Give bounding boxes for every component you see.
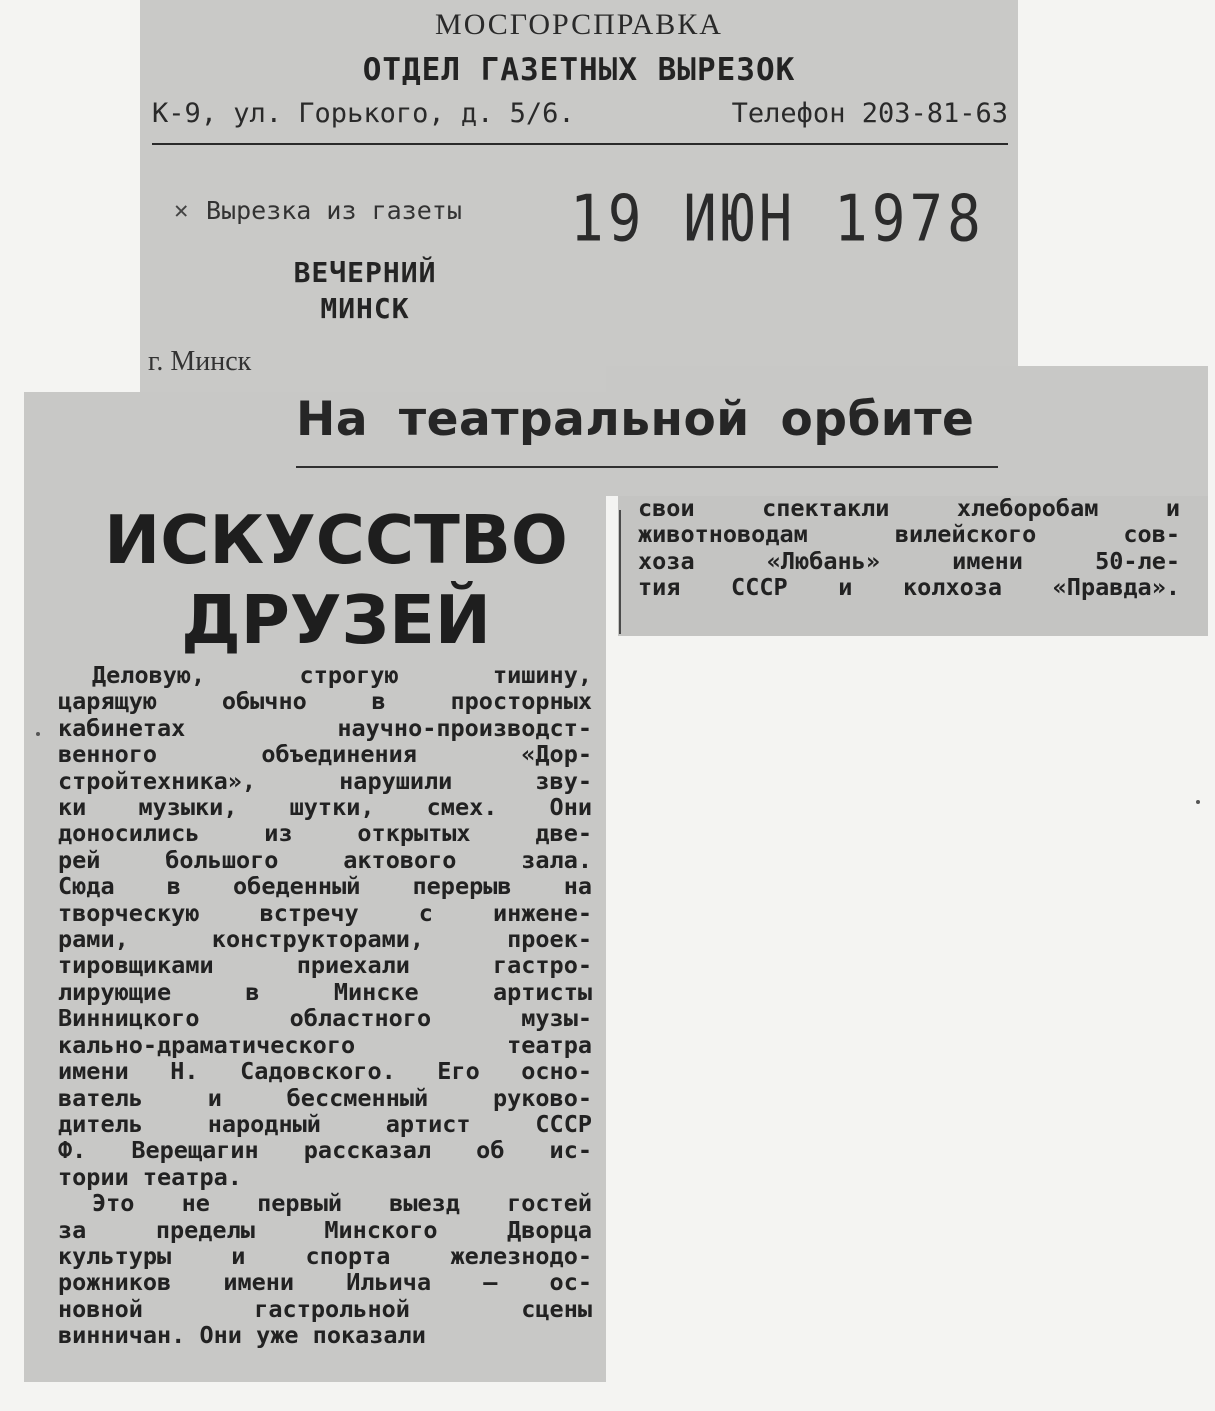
- paper-speck: [36, 732, 40, 736]
- article-line: имени Н. Садовского. Его осно-: [58, 1057, 592, 1086]
- article-line: лирующие в Минске артисты: [58, 977, 592, 1006]
- cross-mark-icon: ✕: [174, 196, 189, 224]
- article-line: рожников имени Ильича — ос-: [58, 1268, 592, 1297]
- article-body-left: [58, 662, 592, 1349]
- headline-line2: ДРУЗЕЙ: [181, 581, 491, 659]
- clipping-service-header: [140, 0, 1018, 392]
- article-line: рей большого актового зала.: [58, 845, 592, 874]
- header-divider: [152, 143, 1008, 145]
- rubric-title: На театральной орбите: [296, 392, 975, 447]
- article-line: ки музыки, шутки, смех. Они: [58, 793, 592, 822]
- article-headline: [96, 500, 576, 660]
- article-line: царящую обычно в просторных: [58, 687, 592, 716]
- article-line: стройтехника», нарушили зву-: [58, 766, 592, 795]
- article-line: за пределы Минского Дворца: [58, 1215, 592, 1244]
- date-stamp: 19 ИЮН 1978: [570, 182, 985, 257]
- newspaper-name-line1: ВЕЧЕРНИЙ: [293, 256, 437, 289]
- article-line: рами, конструкторами, проек-: [58, 925, 592, 954]
- article-line: Деловую, строгую тишину,: [92, 661, 592, 689]
- article-line: творческую встречу с инжене-: [58, 898, 592, 927]
- article-line: винничан. Они уже показали: [58, 1321, 426, 1350]
- article-line: новной гастрольной сцены: [58, 1294, 592, 1323]
- article-line: свои спектакли хлеборобам и: [638, 494, 1180, 522]
- article-line: Винницкого областного музы-: [58, 1004, 592, 1033]
- department-name: ОТДЕЛ ГАЗЕТНЫХ ВЫРЕЗОК: [362, 52, 796, 88]
- city: г. Минск: [148, 346, 252, 377]
- newspaper-name: [260, 255, 470, 327]
- clipping-label-text: Вырезка из газеты: [206, 196, 462, 225]
- clipping-label: [174, 196, 462, 225]
- article-line: Это не первый выезд гостей: [92, 1189, 592, 1218]
- article-line: тия СССР и колхоза «Правда».: [638, 573, 1180, 602]
- article-line: ватель и бессменный руково-: [58, 1083, 592, 1112]
- rubric-underline: [296, 466, 998, 468]
- article-line: Сюда в обеденный перерыв на: [58, 872, 592, 901]
- article-line: доносились из открытых две-: [58, 819, 592, 848]
- article-line: Ф. Верещагин рассказал об ис-: [58, 1136, 592, 1165]
- article-line: венного объединения «Дор-: [58, 740, 592, 769]
- headline-line1: ИСКУССТВО: [104, 501, 568, 579]
- article-line: животноводам вилейского сов-: [638, 520, 1180, 549]
- article-body-right: [638, 495, 1180, 601]
- newspaper-name-line2: МИНСК: [320, 292, 410, 325]
- article-line: дитель народный артист СССР: [58, 1109, 592, 1138]
- address: К-9, ул. Горького, д. 5/6.: [152, 98, 575, 129]
- agency-name: МОСГОРСПРАВКА: [435, 8, 723, 41]
- paper-speck: [1196, 800, 1200, 804]
- article-line: тировщиками приехали гастро-: [58, 951, 592, 980]
- article-line: кально-драматического театра: [58, 1030, 592, 1059]
- article-line: тории театра.: [58, 1162, 242, 1191]
- phone-number: Телефон 203-81-63: [731, 98, 1008, 129]
- column-divider: [619, 510, 621, 634]
- article-line: культуры и спорта железнодо-: [58, 1241, 592, 1270]
- article-line: кабинетах научно-производст-: [58, 713, 592, 742]
- article-line: хоза «Любань» имени 50-ле-: [638, 546, 1180, 575]
